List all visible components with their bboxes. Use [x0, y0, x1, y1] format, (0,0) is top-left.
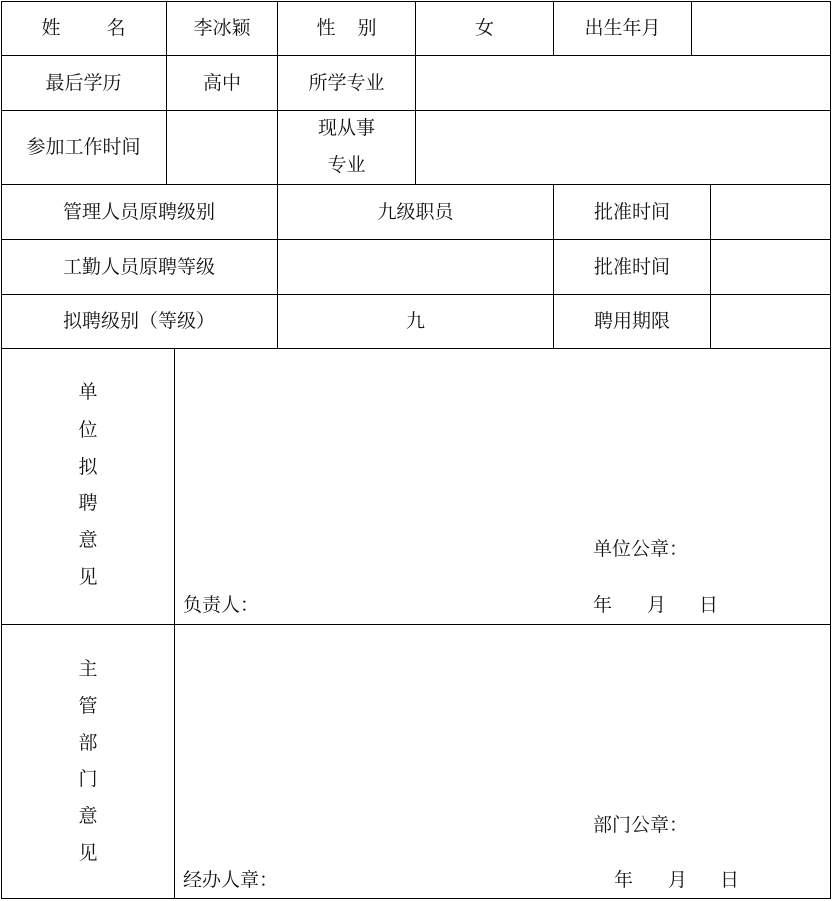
mgmt-approval-label: 批准时间: [593, 200, 670, 223]
mgmt-approval-value[interactable]: [711, 185, 830, 239]
current-major-label-line1: 现从事: [317, 117, 375, 139]
unit-date-year: 年: [593, 594, 613, 616]
major-value[interactable]: [416, 56, 830, 110]
unit-date-day: 日: [699, 594, 719, 616]
border-line: [1, 624, 831, 625]
unit-opinion-char: 意: [78, 529, 98, 551]
dept-date-month: 月: [668, 869, 688, 891]
work-start-label: 参加工作时间: [26, 136, 141, 158]
dept-opinion-char: 部: [78, 732, 98, 754]
gender-label: 性 别: [316, 16, 377, 39]
worker-grade-label: 工勤人员原聘等级: [62, 255, 215, 278]
dept-opinion-char: 见: [78, 842, 98, 864]
handler-label: 经办人章：: [183, 869, 279, 891]
work-start-value[interactable]: [167, 111, 277, 184]
unit-opinion-char: 聘: [78, 492, 98, 514]
dept-opinion-char: 主: [78, 658, 98, 680]
unit-opinion-char: 拟: [78, 456, 98, 478]
worker-approval-value[interactable]: [711, 240, 830, 294]
proposed-grade-label: 拟聘级别（等级）: [62, 310, 215, 332]
major-label: 所学专业: [308, 71, 385, 94]
dept-date-year: 年: [614, 869, 634, 891]
gender-value[interactable]: 女: [474, 16, 494, 39]
term-value[interactable]: [711, 295, 830, 348]
dept-opinion-char: 门: [78, 768, 98, 790]
worker-approval-label: 批准时间: [593, 255, 670, 278]
unit-date-month: 月: [647, 594, 667, 616]
education-label: 最后学历: [45, 71, 122, 94]
border-line: [174, 348, 175, 899]
dept-opinion-char: 管: [78, 695, 98, 717]
dept-seal-label: 部门公章：: [593, 814, 689, 836]
unit-opinion-char: 单: [78, 381, 98, 403]
dept-date-day: 日: [720, 869, 740, 891]
unit-opinion-char: 位: [78, 419, 98, 441]
name-value[interactable]: 李冰颖: [193, 16, 251, 39]
birth-value[interactable]: [692, 1, 830, 55]
current-major-value[interactable]: [416, 111, 830, 184]
unit-opinion-char: 见: [78, 566, 98, 588]
responsible-person-label: 负责人：: [183, 594, 260, 616]
dept-opinion-char: 意: [78, 805, 98, 827]
border-line: [1, 348, 831, 349]
term-label: 聘用期限: [593, 310, 670, 332]
worker-grade-value[interactable]: [278, 240, 553, 294]
proposed-grade-value[interactable]: 九: [405, 310, 425, 332]
current-major-label-line2: 专业: [327, 154, 366, 176]
unit-seal-label: 单位公章：: [593, 538, 689, 560]
birth-label: 出生年月: [584, 16, 661, 39]
education-value[interactable]: 高中: [202, 71, 241, 94]
mgmt-grade-value[interactable]: 九级职员: [377, 200, 454, 223]
border-line: [1, 898, 831, 899]
name-label: 姓 名: [41, 16, 126, 39]
border-line: [830, 1, 831, 899]
mgmt-grade-label: 管理人员原聘级别: [62, 200, 215, 223]
